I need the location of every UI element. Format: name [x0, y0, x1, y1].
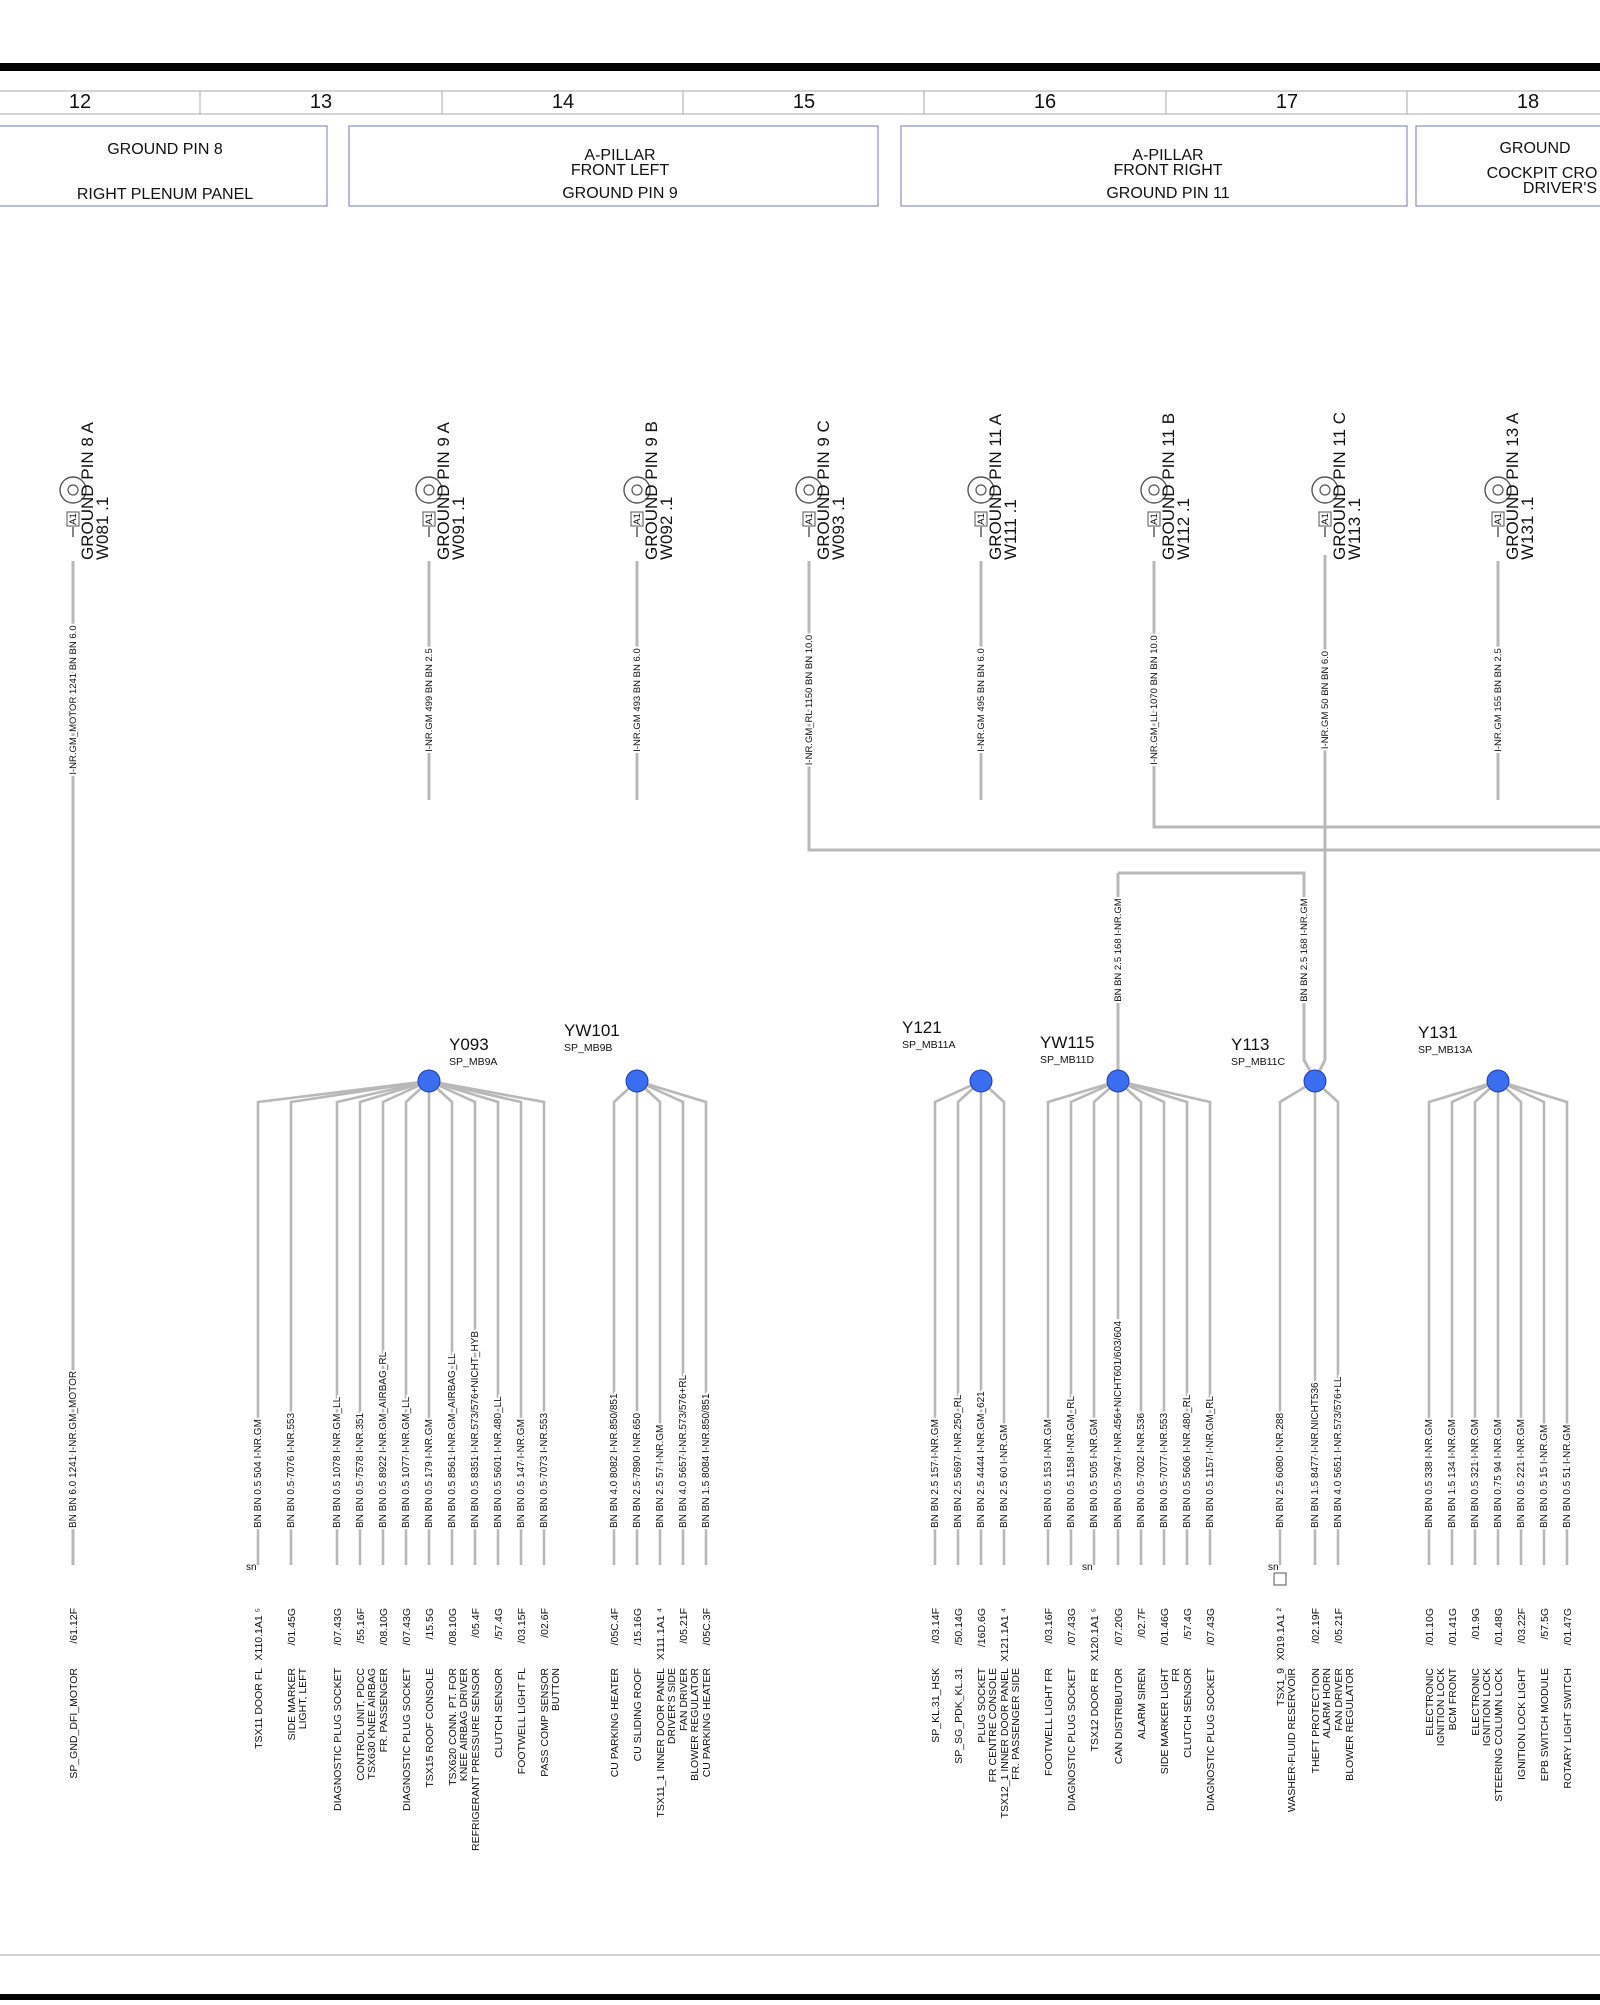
- ground-eyelet-hole-icon: [68, 485, 78, 495]
- branch-reference: /01.9G: [1470, 1608, 1482, 1640]
- branch-wire-label: BN BN 0.5 7002 I-NR.536: [1136, 1412, 1147, 1528]
- splice-name: YW101: [564, 1021, 620, 1040]
- branch-wire-label: BN BN 4.0 5651 I-NR.573/576+LL: [1333, 1376, 1344, 1528]
- branch-wire-label: BN BN 0.75 94 I-NR.GM: [1493, 1419, 1504, 1528]
- branch-destination: CU PARKING HEATER: [701, 1668, 713, 1778]
- branch-wire-label: BN BN 6.0 1241 I-NR.GM_MOTOR: [68, 1370, 79, 1528]
- splice-node-icon: [626, 1070, 648, 1092]
- branch-destination: KNEE AIRBAG DRIVER: [458, 1668, 470, 1782]
- branch-reference: /02.6F: [539, 1608, 551, 1638]
- branch-destination: CAN DISTRIBUTOR: [1113, 1668, 1125, 1765]
- ground-wire-label: I-NR.GM_MOTOR 1241 BN BN 6.0: [68, 625, 79, 775]
- branch-destination: CU SLIDING ROOF: [632, 1668, 644, 1762]
- branch-destination: BCM FRONT: [1447, 1668, 1459, 1731]
- ground-eyelet-hole-icon: [976, 485, 986, 495]
- drop-wire-label: BN BN 2.5 168 I-NR.GM: [1113, 898, 1124, 1002]
- branch-destination: ROTARY LIGHT SWITCH: [1562, 1668, 1574, 1789]
- branch-wire-label: BN BN 0.5 5606 I-NR.480_RL: [1182, 1394, 1193, 1528]
- location-box-cockpit: [1416, 126, 1600, 206]
- column-number: 15: [792, 91, 816, 113]
- branch-reference: /02.19F: [1310, 1608, 1322, 1644]
- shield-note: sn: [1268, 1562, 1279, 1573]
- location-box-line: GROUND PIN 8: [107, 141, 223, 158]
- branch-wire: [1429, 1081, 1498, 1565]
- column-number: 16: [1033, 91, 1057, 113]
- branch-destination: EPB SWITCH MODULE: [1539, 1668, 1551, 1782]
- ground-eyelet-hole-icon: [1149, 485, 1159, 495]
- branch-wire-label: BN BN 0.5 5601 I-NR.480_LL: [493, 1396, 504, 1528]
- branch-destination: TSX12 DOOR FR: [1089, 1668, 1101, 1752]
- branch-destination: SP_KL.31_HSK: [930, 1668, 942, 1743]
- branch-destination: PASS COMP SENSOR: [539, 1668, 551, 1777]
- branch-reference: /03.14F: [930, 1608, 942, 1644]
- branch-reference: /05C.3F: [701, 1608, 713, 1646]
- ground-wire-label: I-NR.GM 155 BN BN 2.5: [1493, 648, 1504, 752]
- branch-reference: /07.43G: [1066, 1608, 1078, 1646]
- branch-wire-label: BN BN 0.5 1077 I-NR.GM_LL: [401, 1396, 412, 1528]
- splice-id: SP_MB9B: [564, 1042, 613, 1054]
- pin-label: A1: [632, 513, 643, 525]
- branch-wire-label: BN BN 0.5 1078 I-NR.GM_LL: [332, 1396, 343, 1528]
- branch-wire-label: BN BN 0.5 179 I-NR.GM: [424, 1419, 435, 1528]
- branch-reference: /03.22F: [1516, 1608, 1528, 1644]
- ground-point-name: GROUND PIN 11 B: [1159, 412, 1178, 560]
- branch-wire-label: BN BN 0.5 147 I-NR.GM: [516, 1419, 527, 1528]
- branch-destination: IGNITION LOCK LIGHT: [1516, 1668, 1528, 1781]
- location-box-a-pillar-front-left: [349, 126, 878, 206]
- branch-destination: FR: [1170, 1668, 1182, 1682]
- branch-wire-label: BN BN 1.5 8084 I-NR.850/851: [701, 1393, 712, 1528]
- branch-destination: DIAGNOSTIC PLUG SOCKET: [401, 1668, 413, 1811]
- branch-wire-label: BN BN 0.5 15 I-NR.GM: [1539, 1424, 1550, 1528]
- branch-reference: /07.20G: [1113, 1608, 1125, 1646]
- branch-destination: SP_SG_PDK_KL.31: [953, 1668, 965, 1764]
- branch-wire: [1118, 1081, 1187, 1565]
- connector-icon: [1274, 1573, 1286, 1585]
- branch-wire: [1048, 1081, 1118, 1565]
- splice-node-icon: [970, 1070, 992, 1092]
- branch-wire-label: BN BN 2.5 57 I-NR.GM: [655, 1424, 666, 1528]
- branch-wire: [429, 1081, 498, 1565]
- branch-reference: X121.1A1 ⁴: [999, 1608, 1011, 1662]
- ground-point-id: W131 .1: [1518, 496, 1537, 560]
- splice-name: Y113: [1231, 1035, 1270, 1054]
- location-box-line: GROUND PIN 9: [562, 185, 678, 202]
- branch-destination: FR CENTRE CONSOLE: [987, 1668, 999, 1783]
- shield-note: sn: [1082, 1562, 1093, 1573]
- ground-point-name: GROUND PIN 9 C: [814, 420, 833, 560]
- drop-wire-label: BN BN 2.5 168 I-NR.GM: [1299, 898, 1310, 1002]
- branch-destination: TSX620 CONN. PT. FOR: [447, 1668, 459, 1786]
- branch-destination: BLOWER REGULATOR: [689, 1668, 701, 1781]
- branch-wire-label: BN BN 2.5 4444 I-NR.GM_621: [976, 1391, 987, 1528]
- bus-wires: [809, 555, 1600, 1080]
- branch-destination: FOOTWELL LIGHT FL: [516, 1668, 528, 1775]
- branch-reference: X120.1A1 ⁵: [1089, 1608, 1101, 1662]
- pin-label: A1: [1493, 513, 1504, 525]
- branch-destination: ELECTRONIC: [1424, 1668, 1436, 1736]
- splice-name: Y121: [902, 1018, 942, 1037]
- location-box-line: FRONT LEFT: [570, 162, 670, 179]
- branch-wire: [637, 1081, 706, 1565]
- branch-wire: [360, 1081, 429, 1565]
- branch-wire-label: BN BN 0.5 7077 I-NR.553: [1159, 1412, 1170, 1528]
- branch-wire-label: BN BN 1.5 134 I-NR.GM: [1447, 1419, 1458, 1528]
- branch-destination: TSX11_1 INNER DOOR PANEL: [655, 1668, 667, 1818]
- location-box-line: RIGHT PLENUM PANEL: [76, 186, 254, 203]
- ground-point: [1485, 412, 1537, 800]
- branch-wire-label: BN BN 0.5 8922 I-NR.GM_AIRBAG_RL: [378, 1351, 389, 1528]
- branch-reference: /50.14G: [953, 1608, 965, 1646]
- branch-reference: X110.1A1 ⁵: [253, 1608, 265, 1661]
- branch-destination: FAN DRIVER: [1333, 1668, 1345, 1732]
- splice-name: Y093: [449, 1035, 489, 1054]
- branch-reference: /15.5G: [424, 1608, 436, 1640]
- branch-reference: /01.46G: [1159, 1608, 1171, 1646]
- splice-id: SP_MB13A: [1418, 1044, 1473, 1056]
- branch-wire-label: BN BN 2.5 6080 I-NR.288: [1275, 1412, 1286, 1528]
- pin-label: A1: [424, 513, 435, 525]
- ground-point-id: W113 .1: [1345, 497, 1364, 560]
- splice-node-icon: [1487, 1070, 1509, 1092]
- branch-reference: /05C.4F: [609, 1608, 621, 1646]
- ground-point: [1312, 412, 1364, 800]
- splice-name: Y131: [1418, 1023, 1458, 1042]
- branch-wire-label: BN BN 0.5 1158 I-NR.GM_RL: [1066, 1395, 1077, 1528]
- branch-wire-label: BN BN 0.5 7947 I-NR.456+NICHT601/603/604: [1113, 1320, 1124, 1528]
- ground-point-id: W112 .1: [1174, 497, 1193, 560]
- branch-destination: DIAGNOSTIC PLUG SOCKET: [332, 1668, 344, 1811]
- branch-wire-label: BN BN 0.5 338 I-NR.GM: [1424, 1419, 1435, 1528]
- branch-wire-label: BN BN 2.5 7890 I-NR.650: [632, 1412, 643, 1528]
- branch-reference: /57.4G: [493, 1608, 505, 1640]
- branch-wire: [1498, 1081, 1567, 1565]
- branch-reference: /01.48G: [1493, 1608, 1505, 1646]
- ground-eyelet-hole-icon: [632, 485, 642, 495]
- location-box-line: DRIVER'S: [1522, 180, 1598, 197]
- ground-wire-label: I-NR.GM 495 BN BN 6.0: [976, 648, 987, 752]
- ground-point: [968, 413, 1020, 800]
- branch-destination: TSX15 ROOF CONSOLE: [424, 1668, 436, 1788]
- ground-point-name: GROUND PIN 9 B: [642, 421, 661, 560]
- branch-wire-label: BN BN 0.5 7076 I-NR.553: [286, 1412, 297, 1528]
- ground-point-name: GROUND PIN 13 A: [1503, 412, 1522, 560]
- branch-destination: IGNITION LOCK: [1481, 1668, 1493, 1747]
- ground-point-id: W111 .1: [1001, 499, 1020, 560]
- pin-label: A1: [1149, 513, 1160, 525]
- location-box-a-pillar-front-right: [901, 126, 1407, 206]
- branch-wire-label: BN BN 0.5 7073 I-NR.553: [539, 1412, 550, 1528]
- branch-destination: SIDE MARKER LIGHT: [1159, 1668, 1171, 1775]
- branch-reference: /57.5G: [1539, 1608, 1551, 1640]
- splice-id: SP_MB9A: [449, 1056, 498, 1068]
- branch-wire-label: BN BN 4.0 5657 I-NR.573/576+RL: [678, 1374, 689, 1528]
- branch-destination: ALARM SIREN: [1136, 1668, 1148, 1740]
- ground-wire-label: I-NR.GM_LL 1070 BN BN 10.0: [1149, 635, 1160, 765]
- branch-reference: /01.47G: [1562, 1608, 1574, 1646]
- drop-wire-labels: [1113, 898, 1310, 1002]
- branch-wire-label: BN BN 2.5 60 I-NR.GM: [999, 1424, 1010, 1528]
- branch-reference: /07.43G: [332, 1608, 344, 1646]
- splice-nodes: [418, 1018, 1509, 1092]
- column-number: 13: [309, 91, 333, 113]
- branch-wire-label: BN BN 0.5 221 I-NR.GM: [1516, 1419, 1527, 1528]
- branch-wire-label: BN BN 4.0 8082 I-NR.850/851: [609, 1393, 620, 1528]
- branch-reference: /57.4G: [1182, 1608, 1194, 1640]
- branch-destination: TSX630 KNEE AIRBAG: [366, 1668, 378, 1780]
- ground-point: [796, 420, 848, 800]
- ground-eyelet-hole-icon: [1320, 485, 1330, 495]
- branch-destination: SIDE MARKER: [286, 1668, 298, 1741]
- branch-destination: FR. PASSENGER: [378, 1668, 390, 1753]
- branch-wire-label: BN BN 0.5 8561 I-NR.GM_AIRBAG_LL: [447, 1353, 458, 1528]
- ground-point-id: W093 .1: [829, 496, 848, 560]
- ground-eyelet-hole-icon: [804, 485, 814, 495]
- branch-wire-label: BN BN 1.5 8477 I-NR.NICHT536: [1310, 1382, 1321, 1528]
- branch-reference: /01.45G: [286, 1608, 298, 1646]
- branch-labels: [68, 1321, 1574, 1852]
- branch-wire-label: BN BN 0.5 51 I-NR.GM: [1562, 1424, 1573, 1528]
- splice-id: SP_MB11A: [902, 1039, 956, 1051]
- branch-wire-label: BN BN 0.5 505 I-NR.GM: [1089, 1419, 1100, 1528]
- ground-wire-label: I-NR.GM 499 BN BN 2.5: [424, 648, 435, 752]
- branch-reference: /08.10G: [378, 1608, 390, 1646]
- branch-reference: /02.7F: [1136, 1608, 1148, 1638]
- ground-eyelet-hole-icon: [424, 485, 434, 495]
- branch-destination: THEFT PROTECTION: [1310, 1668, 1322, 1774]
- branch-reference: X019.1A1 ²: [1275, 1608, 1287, 1661]
- location-box-line: GROUND: [1499, 140, 1571, 157]
- branch-reference: /55.16F: [355, 1608, 367, 1644]
- ground-point: [416, 421, 468, 800]
- branch-reference: /16D.6G: [976, 1608, 988, 1648]
- branch-reference: /01.10G: [1424, 1608, 1436, 1646]
- branch-reference: /61.12F: [68, 1608, 80, 1644]
- column-number: 14: [551, 91, 575, 113]
- branch-destination: DRIVER'S SIDE: [666, 1668, 678, 1745]
- location-box-line: FRONT RIGHT: [1113, 162, 1223, 179]
- location-box-line: COCKPIT CRO: [1486, 165, 1598, 182]
- ground-point-name: GROUND PIN 9 A: [434, 422, 453, 560]
- branch-destination: STEERING COLUMN LOCK: [1493, 1668, 1505, 1802]
- branch-destination: LIGHT, LEFT: [297, 1668, 309, 1730]
- branch-destination: REFRIGERANT PRESSURE SENSOR: [470, 1668, 482, 1852]
- branch-reference: /03.15F: [516, 1608, 528, 1644]
- ground-wire-label: I-NR.GM 493 BN BN 6.0: [632, 648, 643, 752]
- branch-destination: WASHER-FLUID RESERVOIR: [1286, 1668, 1298, 1813]
- location-box-line: A-PILLAR: [1132, 147, 1204, 164]
- splice-node-icon: [1304, 1070, 1326, 1092]
- branch-destination: DIAGNOSTIC PLUG SOCKET: [1066, 1668, 1078, 1811]
- branch-wire-label: BN BN 0.5 153 I-NR.GM: [1043, 1419, 1054, 1528]
- ground-point-id: W092 .1: [657, 496, 676, 560]
- branch-destination: CLUTCH SENSOR: [493, 1668, 505, 1758]
- branch-wire-label: BN BN 0.5 504 I-NR.GM: [253, 1419, 264, 1528]
- ground-point: [1141, 413, 1193, 800]
- splice-id: SP_MB11C: [1231, 1056, 1286, 1068]
- branch-wire-label: BN BN 2.5 5697 I-NR.250_RL: [953, 1394, 964, 1528]
- branch-reference: /05.21F: [678, 1608, 690, 1644]
- branch-destination: CU PARKING HEATER: [609, 1668, 621, 1778]
- location-box-line: A-PILLAR: [584, 147, 656, 164]
- branch-destination: DIAGNOSTIC PLUG SOCKET: [1205, 1668, 1217, 1811]
- splice-node-icon: [1107, 1070, 1129, 1092]
- location-box-line: GROUND PIN 11: [1106, 185, 1230, 202]
- branch-wire-label: BN BN 2.5 157 I-NR.GM: [930, 1419, 941, 1528]
- branch-destination: FR. PASSENGER SIDE: [1010, 1668, 1022, 1780]
- ground-eyelet-hole-icon: [1493, 485, 1503, 495]
- branch-wire-label: BN BN 0.5 7578 I-NR.351: [355, 1412, 366, 1528]
- branch-destination: CLUTCH SENSOR: [1182, 1668, 1194, 1758]
- column-number: 18: [1516, 91, 1540, 113]
- branch-destination: CONTROL UNIT, PDCC: [355, 1668, 367, 1781]
- branch-destination: BUTTON: [550, 1668, 562, 1711]
- column-number: 17: [1275, 91, 1299, 113]
- ground-point-id: W081 .1: [93, 496, 112, 560]
- branch-destination: TSX11 DOOR FL: [253, 1668, 265, 1749]
- branch-wire-label: BN BN 0.5 8351 I-NR.573/576+NICHT_HYB: [470, 1330, 481, 1528]
- branch-wire-label: BN BN 0.5 1157 I-NR.GM_RL: [1205, 1395, 1216, 1528]
- pin-label: A1: [68, 513, 79, 525]
- pin-label: A1: [804, 513, 815, 525]
- bottom-border-bar: [0, 1994, 1600, 2000]
- branch-destination: SP_GND_DFI_MOTOR: [68, 1668, 80, 1779]
- branch-destination: IGNITION LOCK: [1435, 1668, 1447, 1747]
- branch-reference: /05.21F: [1333, 1608, 1345, 1644]
- branch-reference: /05.4F: [470, 1608, 482, 1638]
- shield-note: sn: [246, 1562, 257, 1573]
- splice-id: SP_MB11D: [1040, 1054, 1095, 1066]
- ground-point-name: GROUND PIN 8 A: [78, 422, 97, 560]
- branch-destination: FAN DRIVER: [678, 1668, 690, 1732]
- ground-point-id: W091 .1: [449, 496, 468, 560]
- branch-destination: BLOWER REGULATOR: [1344, 1668, 1356, 1781]
- branch-destination: FOOTWELL LIGHT FR: [1043, 1668, 1055, 1776]
- top-border-bar: [0, 63, 1600, 71]
- branch-destination: PLUG SOCKET: [976, 1668, 988, 1743]
- splice-name: YW115: [1040, 1033, 1095, 1052]
- splice-node-icon: [418, 1070, 440, 1092]
- ground-wire-label: I-NR.GM 50 BN BN 6.0: [1320, 650, 1331, 750]
- pin-label: A1: [976, 513, 987, 525]
- location-box-ground-pin-8: [0, 126, 327, 206]
- ground-wire-label: I-NR.GM_RL 1150 BN BN 10.0: [804, 634, 815, 766]
- branch-reference: /07.43G: [1205, 1608, 1217, 1646]
- column-number: 12: [68, 91, 92, 113]
- branch-reference: /15.16G: [632, 1608, 644, 1646]
- ground-point-name: GROUND PIN 11 A: [986, 413, 1005, 560]
- branch-reference: /03.16F: [1043, 1608, 1055, 1644]
- ground-point-name: GROUND PIN 11 C: [1330, 412, 1349, 560]
- branch-wire-label: BN BN 0.5 321 I-NR.GM: [1470, 1419, 1481, 1528]
- branch-destination: TSX1_9: [1275, 1668, 1287, 1706]
- branch-destination: ELECTRONIC: [1470, 1668, 1482, 1736]
- branch-reference: /08.10G: [447, 1608, 459, 1646]
- ground-point: [624, 421, 676, 800]
- branch-reference: /07.43G: [401, 1608, 413, 1646]
- branch-destination: ALARM HORN: [1321, 1668, 1333, 1739]
- branch-destination: TSX12_1 INNER DOOR PANEL: [999, 1668, 1011, 1819]
- branch-reference: /01.41G: [1447, 1608, 1459, 1646]
- branch-reference: X111.1A1 ⁴: [655, 1608, 667, 1660]
- column-numbers: [69, 91, 1539, 113]
- pin-label: A1: [1320, 513, 1331, 525]
